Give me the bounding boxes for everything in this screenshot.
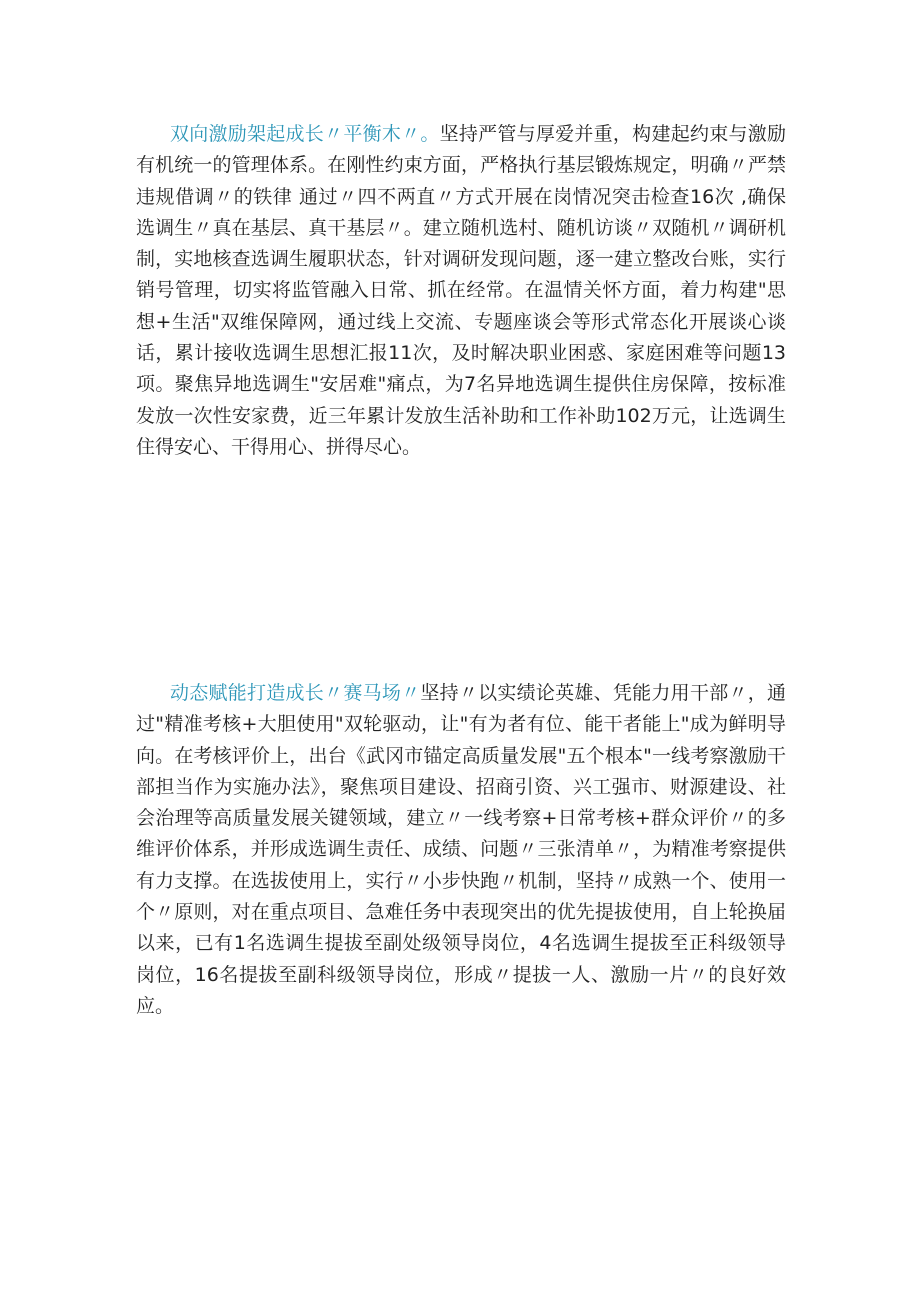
paragraph-dynamic-empowerment [136,678,786,1022]
paragraph-body-incentive-balance: 坚持严管与厚爱并重，构建起约束与激励有机统一的管理体系。在刚性约束方面，严格执行基层锻炼规定，明确〃严禁违规借调〃的铁律 通过〃四不两直〃方式开展在岗情况突击检查16次 ,确保选调生〃真在基层、真干基层〃。建立随机选村、随机访谈〃双随机〃调研机制，实地核查选调生履职状态，针对调研发现问题，逐一建立整改台账，实行销号管理，切实将监管融入日常、抓在经常。在温情关怀方面，着力构建"思想+生活"双维保障网，通过线上交流、专题座谈会等形式常态化开展谈心谈话，累计接收选调生思想汇报11次，及时解决职业困惑、家庭困难等问题13项。聚焦异地选调生"安居难"痛点，为7名异地选调生提供住房保障，按标准发放一次性安家费，近三年累计发放生活补助和工作补助102万元，让选调生住得安心、干得用心、拼得尽心。 [136,123,786,458]
section-heading-dynamic-empowerment: 动态赋能打造成长〃赛马场〃 [170,682,421,704]
paragraph-body-dynamic-empowerment: 坚持〃以实绩论英雄、凭能力用干部〃，通过"精准考核+大胆使用"双轮驱动，让"有为者有位、能干者能上"成为鲜明导向。在考核评价上，出台《武冈市锚定高质量发展"五个根本"一线考察激励干部担当作为实施办法》，聚焦项目建设、招商引资、兴工强市、财源建设、社会治理等高质量发展关键领域，建立〃一线考察+日常考核+群众评价〃的多维评价体系，并形成选调生责任、成绩、问题〃三张清单〃，为精准考察提供有力支撑。在选拔使用上，实行〃小步快跑〃机制，坚持〃成熟一个、使用一个〃原则，对在重点项目、急难任务中表现突出的优先提拔使用，自上轮换届以来，已有1名选调生提拔至副处级领导岗位，4名选调生提拔至正科级领导岗位，16名提拔至副科级领导岗位，形成〃提拔一人、激励一片〃的良好效应。 [136,682,786,1017]
paragraph-incentive-balance [136,119,786,463]
section-heading-incentive-balance: 双向激励架起成长〃平衡木〃。 [170,123,440,145]
